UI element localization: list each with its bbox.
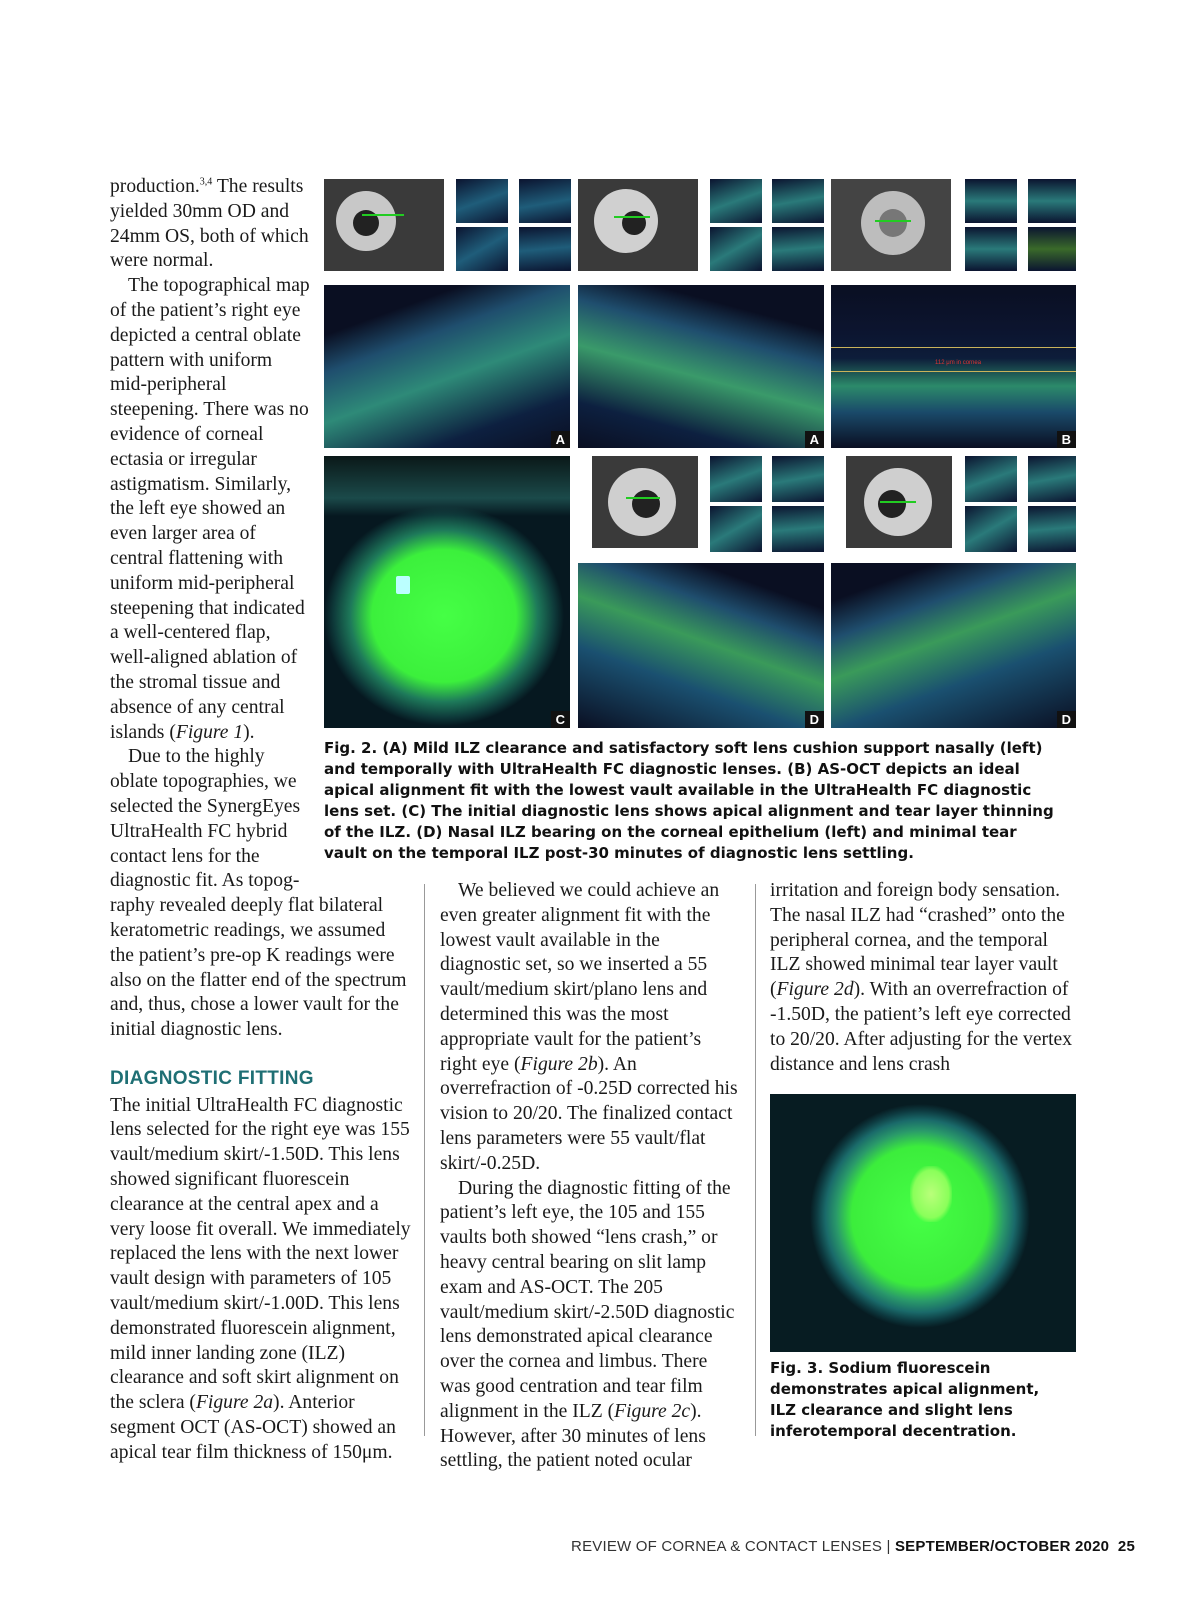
oct-measurement-line <box>831 371 1076 372</box>
oct-scan-image-b <box>831 285 1076 448</box>
eye-thumbnail-icon <box>831 179 951 271</box>
oct-retina-thumb <box>965 227 1017 271</box>
panel-label: A <box>551 431 570 448</box>
panel-label: D <box>1057 711 1076 728</box>
fluorescein-eye-image-fig3 <box>770 1094 1076 1352</box>
eye-thumbnail-icon <box>578 179 698 271</box>
oct-scan-image-a2 <box>578 285 824 448</box>
oct-scan-image-d2 <box>831 563 1076 728</box>
paragraph-irritation: irritation and foreign body sensation. The nasal ILZ had “crashed” onto the peripheral cornea, and the temporal ILZ showed minimal tear layer vault (Figure 2d). With an overrefraction of -1.50D, the patient’s left eye corrected to 20/20. After adjusting for the vertex distance and lens crash <box>770 880 1072 1075</box>
panel-label: C <box>551 711 570 728</box>
oct-retina-thumb <box>1028 179 1076 223</box>
oct-retina-thumb <box>519 227 571 271</box>
oct-scan-image-b-thumb <box>831 179 951 271</box>
oct-retina-thumb <box>519 179 571 223</box>
oct-retina-thumb <box>1028 456 1076 502</box>
page-number: 25 <box>1117 1538 1135 1555</box>
issue-date: SEPTEMBER/OCTOBER 2020 <box>894 1538 1110 1555</box>
oct-retina-thumb <box>772 506 824 552</box>
oct-retina-thumb <box>710 227 762 271</box>
oct-retina-thumb <box>965 179 1017 223</box>
oct-retina-thumb <box>710 456 762 502</box>
light-reflex <box>396 576 410 594</box>
column-divider-2 <box>755 884 756 1436</box>
eyelash-region <box>324 456 570 516</box>
oct-scan-image-a1 <box>324 285 570 448</box>
panel-label: D <box>805 711 824 728</box>
oct-scan-image-a2-thumb <box>578 179 698 271</box>
oct-retina-thumb <box>710 179 762 223</box>
publication-name: REVIEW OF CORNEA & CONTACT LENSES | <box>571 1538 895 1555</box>
paragraph-production: production.$^{3,4}$ The results yielded 30mm OD and 24mm OS, both of which were normal. <box>110 176 309 272</box>
oct-retina-thumb <box>772 456 824 502</box>
oct-retina-thumb <box>456 179 508 223</box>
fluorescein-eye-image-c <box>324 456 570 728</box>
oct-retina-thumb <box>772 227 824 271</box>
section-heading-diagnostic-fitting: DIAGNOSTIC FITTING <box>110 1067 314 1089</box>
eye-thumbnail-icon <box>846 456 952 548</box>
oct-retina-thumb <box>965 506 1017 552</box>
oct-annotation: 112 μm in cornea <box>935 360 982 366</box>
column-2 <box>440 879 742 1474</box>
oct-scan-image-d1-thumb <box>592 456 698 548</box>
panel-label: B <box>1057 431 1076 448</box>
column-divider-1 <box>424 884 425 1436</box>
oct-retina-thumb <box>772 179 824 223</box>
paragraph-topography: The topographical map of the patient’s right eye depicted a central oblate pattern with uniform mid-peripheral steepening. There was no evidence of corneal ectasia or irregular astigmatism. Similarly, the left eye showed an even larger area of central flattening with uniform mid-peripheral steepening that indicated a well-centered flap, well-aligned ablation of the stromal tissue and absence of any central islands (Figure 1). <box>110 275 310 743</box>
oct-retina-thumb <box>710 506 762 552</box>
eye-thumbnail-icon <box>324 179 444 271</box>
oct-retina-thumb <box>456 227 508 271</box>
column-3 <box>770 879 1078 1077</box>
figure-2-caption: Fig. 2. (A) Mild ILZ clearance and satisfactory soft lens cushion support nasally (left) and temporally with UltraHealth FC diagnostic lenses. (B) AS-OCT depicts an ideal apical alignment fit with the lowest vault available in the UltraHealth FC diagnostic lens set. (C) The initial diagnostic lens shows apical alignment and tear layer thinning of the ILZ. (D) Nasal ILZ bearing on the corneal epithelium (left) and minimal tear vault on the temporal ILZ post-30 minutes of diagnostic lens settling. <box>324 739 1054 862</box>
paragraph-initial-lens: The initial UltraHealth FC diagnostic lens selected for the right eye was 155 vault/medium skirt/-1.50D. This lens showed significant fluorescein clearance at the central apex and a very loose fit overall. We immediately replaced the lens with the next lower vault design with parameters of 105 vault/medium skirt/-1.00D. This lens demonstrated fluorescein alignment, mild inner landing zone (ILZ) clearance and soft skirt alignment on the sclera (Figure 2a). Anterior segment OCT (AS-OCT) showed an apical tear film thickness of 150μm. <box>110 1094 411 1463</box>
oct-scan-image-a1-thumb <box>324 179 444 271</box>
panel-label: A <box>805 431 824 448</box>
page-footer <box>571 1538 1135 1555</box>
oct-scan-image-d2-thumb <box>846 456 952 548</box>
paragraph-highly-oblate: Due to the highly oblate topographies, we selected the SynergEyes UltraHealth FC hybrid contact lens for the diagnostic fit. As topog- <box>110 746 301 892</box>
oct-measurement-line <box>831 347 1076 348</box>
paragraph-raphy: raphy revealed deeply flat bilateral keratometric readings, we assumed the patient’s pre-op K readings were also on the flatter end of the spectrum and, thus, chose a lower vault for the initial diagnostic lens. <box>110 895 407 1041</box>
oct-scan-image-d1 <box>578 563 824 728</box>
figure-3-caption: Fig. 3. Sodium fluorescein demonstrates apical alignment, ILZ clearance and slight lens inferotemporal decentration. <box>770 1359 1040 1440</box>
oct-retina-thumb <box>1028 506 1076 552</box>
eye-thumbnail-icon <box>592 456 698 548</box>
paragraph-left-eye-fitting: During the diagnostic fitting of the patient’s left eye, the 105 and 155 vaults both showed “lens crash,” or heavy central bearing on slit lamp exam and AS-OCT. The 205 vault/medium skirt/-2.50D diagnostic lens demonstrated apical clearance over the cornea and limbus. There was good centration and tear film alignment in the ILZ (Figure 2c). However, after 30 minutes of lens settling, the patient noted ocular <box>440 1177 735 1472</box>
oct-retina-thumb <box>965 456 1017 502</box>
oct-retina-thumb <box>1028 227 1076 271</box>
paragraph-greater-alignment: We believed we could achieve an even greater alignment fit with the lowest vault available in the diagnostic set, so we inserted a 55 vault/medium skirt/plano lens and determined this was the most appropriate vault for the patient’s right eye (Figure 2b). An overrefraction of -0.25D corrected his vision to 20/20. The finalized contact lens parameters were 55 vault/flat skirt/-0.25D. <box>440 880 738 1174</box>
light-reflex <box>910 1166 952 1222</box>
